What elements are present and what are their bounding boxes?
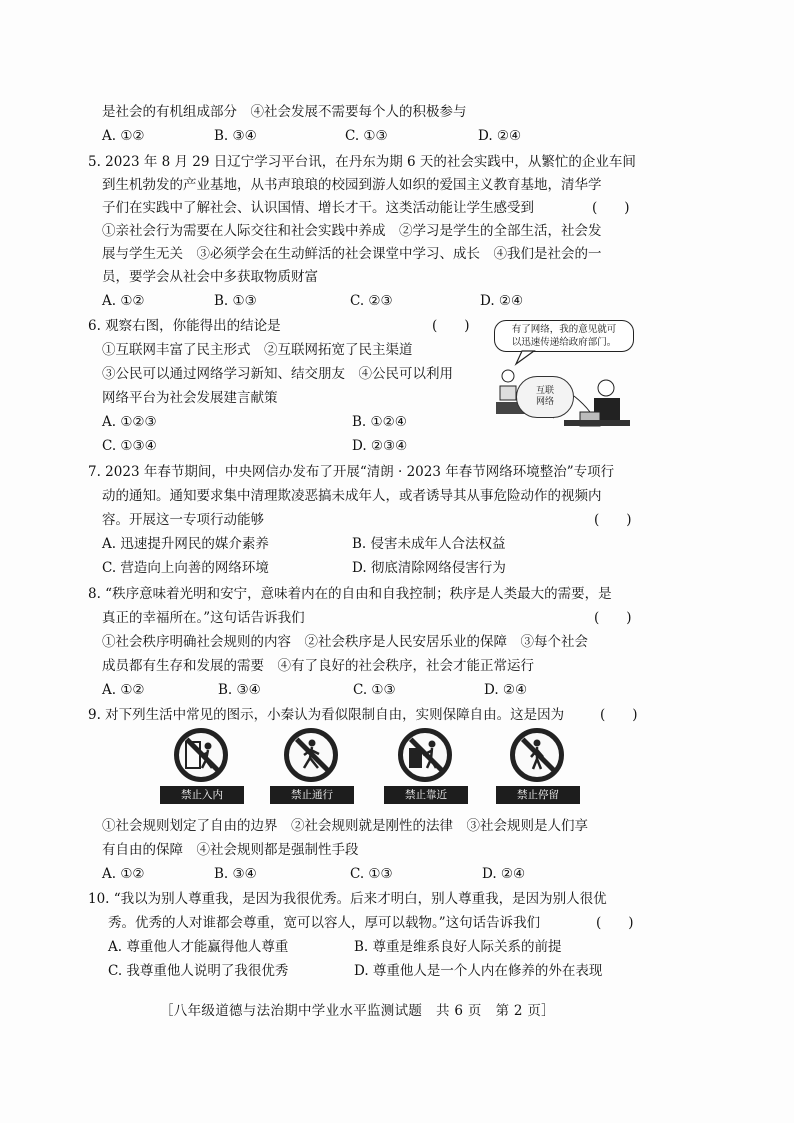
q7-option-b: B. 侵害未成年人合法权益 xyxy=(352,536,506,552)
q5-line-6: 员，要学会从社会中多获取物质财富 xyxy=(102,269,318,285)
q9-line-1: 9. 对下列生活中常见的图示，小秦认为看似限制自由，实则保障自由。这是因为 xyxy=(88,707,565,723)
q9-option-c: C. ①③ xyxy=(350,866,393,882)
q10-option-a: A. 尊重他人才能赢得他人尊重 xyxy=(108,939,289,955)
q7-option-a: A. 迅速提升网民的媒介素养 xyxy=(102,536,269,552)
q7-option-c: C. 营造向上向善的网络环境 xyxy=(102,560,269,576)
q5-line-2: 到生机勃发的产业基地，从书声琅琅的校园到游人如织的爱国主义教育基地，清华学 xyxy=(102,177,602,193)
q10-option-d: D. 尊重他人是一个人内在修养的外在表现 xyxy=(354,963,603,979)
q8-option-d: D. ②④ xyxy=(484,682,528,698)
q9-option-b: B. ③④ xyxy=(214,866,257,882)
q7-answer-paren: ( ) xyxy=(594,512,632,528)
q6-line-4: 网络平台为社会发展建言献策 xyxy=(102,390,278,406)
q7-line-3: 容。开展这一专项行动能够 xyxy=(102,512,264,528)
q9-option-d: D. ②④ xyxy=(482,866,526,882)
q5-option-c: C. ②③ xyxy=(350,293,393,309)
q9-answer-paren: ( ) xyxy=(600,707,638,723)
q5-option-a: A. ①② xyxy=(102,293,145,309)
q6-option-b: B. ①②④ xyxy=(352,414,407,430)
q9-line-2: ①社会规则划定了自由的边界 ②社会规则就是刚性的法律 ③社会规则是人们享 xyxy=(102,818,588,834)
q10-answer-paren: ( ) xyxy=(596,915,634,931)
q8-option-b: B. ③④ xyxy=(218,682,261,698)
q8-line-3: ①社会秩序明确社会规则的内容 ②社会秩序是人民安居乐业的保障 ③每个社会 xyxy=(102,634,588,650)
q9-line-3: 有自由的保障 ④社会规则都是强制性手段 xyxy=(102,842,359,858)
q6-answer-paren: ( ) xyxy=(432,318,470,334)
no-approach-sign: 禁止靠近 xyxy=(384,728,468,804)
q8-option-a: A. ①② xyxy=(102,682,145,698)
q5-line-1: 5. 2023 年 8 月 29 日辽宁学习平台讯，在丹东为期 6 天的社会实践中，从繁忙的企业车间 xyxy=(88,154,636,170)
q5-option-b: B. ①③ xyxy=(214,293,257,309)
q9-option-a: A. ①② xyxy=(102,866,145,882)
prev-question-tail: 是社会的有机组成部分 ④社会发展不需要每个人的积极参与 xyxy=(102,104,467,120)
q6-option-d: D. ②③④ xyxy=(352,438,408,454)
q7-line-2: 动的通知。通知要求集中清理欺凌恶搞未成年人，或者诱导其从事危险动作的视频内 xyxy=(102,488,602,504)
q5-line-4: ①亲社会行为需要在人际交往和社会实践中养成 ②学习是学生的全部生活，社会发 xyxy=(102,223,602,239)
q5-option-d: D. ②④ xyxy=(480,293,524,309)
no-entry-sign: 禁止入内 xyxy=(160,728,244,804)
q7-option-d: D. 彻底清除网络侵害行为 xyxy=(352,560,506,576)
q6-line-2: ①互联网丰富了民主形式 ②互联网拓宽了民主渠道 xyxy=(102,342,413,358)
internet-cloud: 互联 网络 xyxy=(516,376,574,418)
q7-line-1: 7. 2023 年春节期间，中央网信办发布了开展“清朗 · 2023 年春节网络环境整治”专项行 xyxy=(88,464,615,480)
q6-option-c: C. ①③④ xyxy=(102,438,157,454)
q8-option-c: C. ①③ xyxy=(353,682,396,698)
page-footer: ［八年级道德与法治期中学业水平监测试题 共 6 页 第 2 页］ xyxy=(160,1003,555,1019)
option-b: B. ③④ xyxy=(214,128,257,144)
speech-bubble: 有了网络，我的意见就可 以迅速传递给政府部门。 xyxy=(494,320,634,352)
q10-line-1: 10. “我以为别人尊重我，是因为我很优秀。后来才明白，别人尊重我，是因为别人很优 xyxy=(88,891,607,907)
q10-option-c: C. 我尊重他人说明了我很优秀 xyxy=(108,963,289,979)
q5-line-3: 子们在实践中了解社会、认识国情、增长才干。这类活动能让学生感受到 xyxy=(102,200,534,216)
q6-line-1: 6. 观察右图，你能得出的结论是 xyxy=(88,318,281,334)
option-a: A. ①② xyxy=(102,128,145,144)
option-c: C. ①③ xyxy=(345,128,388,144)
q8-line-2: 真正的幸福所在。”这句话告诉我们 xyxy=(102,610,305,626)
q10-option-b: B. 尊重是维系良好人际关系的前提 xyxy=(354,939,562,955)
no-loitering-sign: 禁止停留 xyxy=(496,728,580,804)
q5-line-5: 展与学生无关 ③必须学会在生动鲜活的社会课堂中学习、成长 ④我们是社会的一 xyxy=(102,246,602,262)
q6-line-3: ③公民可以通过网络学习新知、结交朋友 ④公民可以利用 xyxy=(102,366,453,382)
internet-cartoon xyxy=(494,320,634,438)
q6-option-a: A. ①②③ xyxy=(102,414,157,430)
no-passage-sign: 禁止通行 xyxy=(270,728,354,804)
q5-answer-paren: ( ) xyxy=(592,200,630,216)
q8-line-1: 8. “秩序意味着光明和安宁，意味着内在的自由和自我控制；秩序是人类最大的需要，是 xyxy=(88,586,612,602)
q8-answer-paren: ( ) xyxy=(594,610,632,626)
q8-line-4: 成员都有生存和发展的需要 ④有了良好的社会秩序，社会才能正常运行 xyxy=(102,658,534,674)
option-d: D. ②④ xyxy=(478,128,522,144)
q10-line-2: 秀。优秀的人对谁都会尊重，宽可以容人，厚可以载物。”这句话告诉我们 xyxy=(108,915,541,931)
